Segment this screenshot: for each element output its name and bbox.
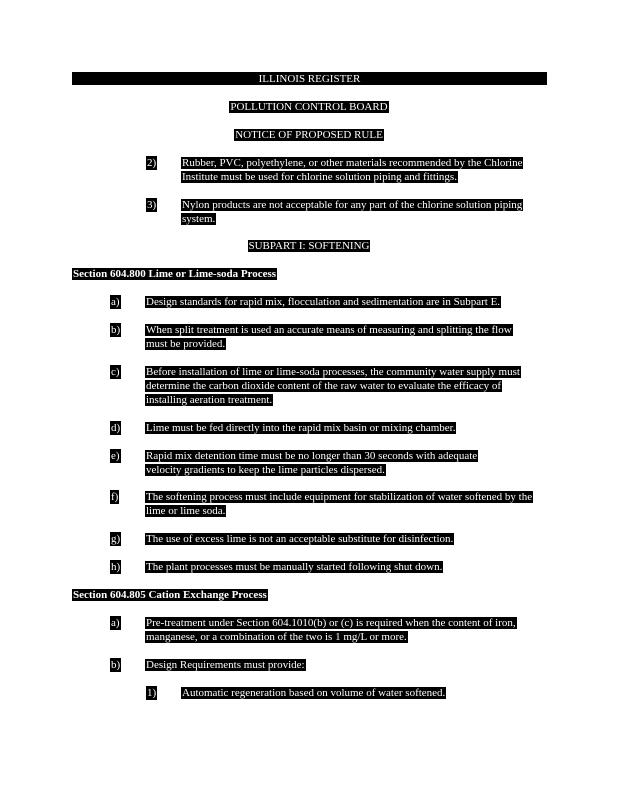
section-800-heading: Section 604.800 Lime or Lime-soda Process (73, 268, 277, 280)
subpart-line (0, 239, 618, 253)
item-mark: f) (111, 491, 119, 503)
list-item (145, 560, 545, 574)
notice-title: NOTICE OF PROPOSED RULE (235, 129, 383, 141)
item-mark: a) (111, 296, 120, 308)
list-item (181, 156, 531, 184)
item-mark: h) (111, 561, 121, 573)
list-item (145, 532, 545, 546)
section-heading (72, 588, 268, 602)
list-item (181, 198, 526, 226)
item-mark: g) (111, 533, 121, 545)
item-mark: 2) (147, 157, 157, 169)
item-mark: b) (111, 659, 121, 671)
item-mark: c) (111, 366, 120, 378)
item-mark: e) (111, 450, 120, 462)
item-text: Rubber, PVC, polyethylene, or other materials recommended by the Chlorine Institute must be used for chlorine solution piping and fittings. (182, 157, 523, 183)
list-item (145, 658, 545, 672)
item-text: Automatic regeneration based on volume of water softened. (182, 687, 446, 699)
list-item (145, 616, 530, 644)
item-text: When split treatment is used an accurate means of measuring and splitting the flow must be provided. (146, 324, 512, 350)
item-text: Lime must be fed directly into the rapid mix basin or mixing chamber. (146, 422, 456, 434)
item-text: Design standards for rapid mix, flocculation and sedimentation are in Subpart E. (146, 296, 501, 308)
register-title: ILLINOIS REGISTER (258, 73, 361, 85)
board-title: POLLUTION CONTROL BOARD (230, 101, 388, 113)
item-text: The use of excess lime is not an acceptable substitute for disinfection. (146, 533, 454, 545)
notice-line (0, 128, 618, 142)
subpart-title: SUBPART I: SOFTENING (248, 240, 370, 252)
item-text: Nylon products are not acceptable for any part of the chlorine solution piping system. (182, 199, 523, 225)
board-line (0, 100, 618, 114)
item-text: Rapid mix detention time must be no longer than 30 seconds with adequate velocity gradients to keep the lime particles dispersed. (146, 450, 478, 476)
section-heading (72, 267, 277, 281)
section-805-heading: Section 604.805 Cation Exchange Process (73, 589, 267, 601)
list-item (145, 295, 545, 309)
list-item (145, 490, 545, 518)
item-text: The plant processes must be manually started following shut down. (146, 561, 443, 573)
list-item (145, 421, 545, 435)
item-mark: b) (111, 324, 121, 336)
list-item (181, 686, 541, 700)
item-text: The softening process must include equipment for stabilization of water softened by the lime or lime soda. (146, 491, 533, 517)
register-banner (72, 72, 547, 85)
item-mark: a) (111, 617, 120, 629)
list-item (145, 323, 530, 351)
item-mark: d) (111, 422, 121, 434)
item-text: Before installation of lime or lime-soda processes, the community water supply must determine the carbon dioxide content of the raw water to evaluate the efficacy of installing aeration treatment. (146, 366, 520, 406)
list-item (145, 365, 535, 407)
item-text: Design Requirements must provide: (146, 659, 305, 671)
item-text: Pre-treatment under Section 604.1010(b) or (c) is required when the content of iron, manganese, or a combination of the two is 1 mg/L or more. (146, 617, 516, 643)
item-mark: 3) (147, 199, 157, 211)
list-item (145, 449, 515, 477)
item-mark: 1) (147, 687, 157, 699)
